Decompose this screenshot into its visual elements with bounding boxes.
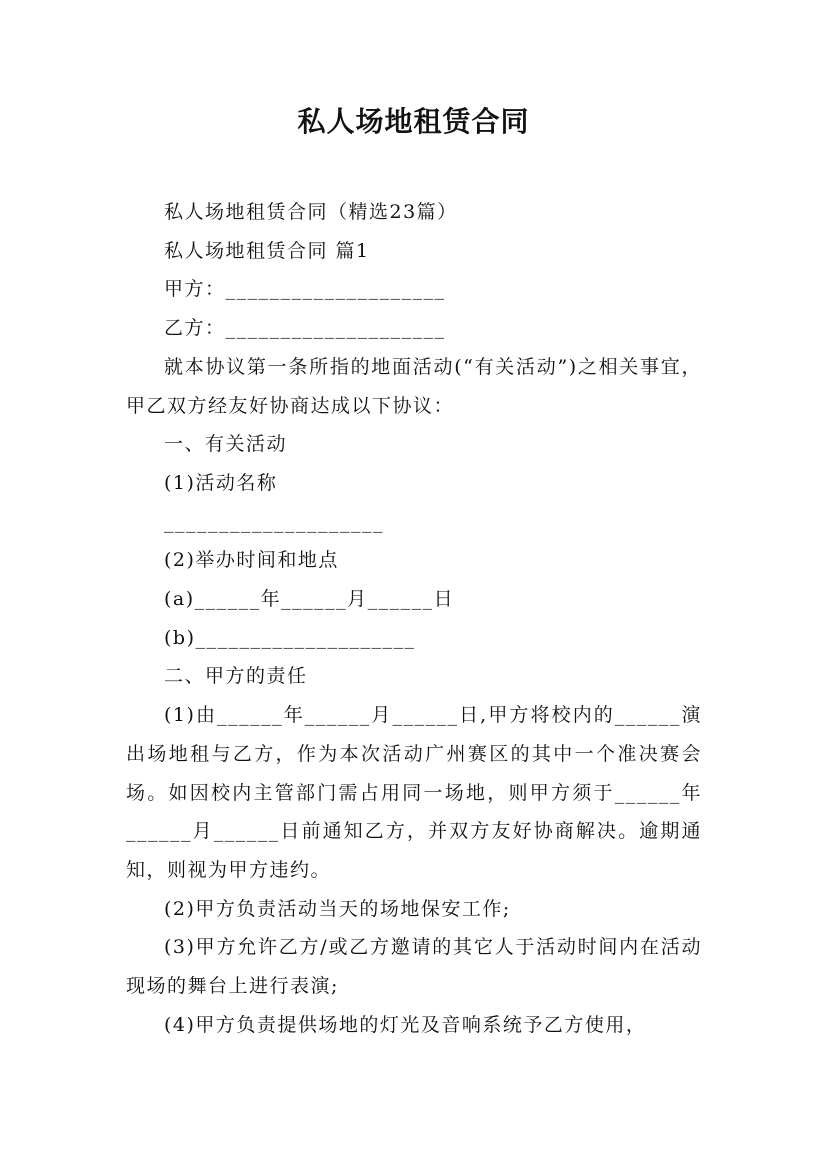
section-heading-party-a-duties: 二、甲方的责任 <box>164 665 308 688</box>
section-heading-activity: 一、有关活动 <box>164 433 288 456</box>
chapter-heading: 私人场地租赁合同 篇1 <box>164 239 370 262</box>
intro-paragraph: 就本协议第一条所指的地面活动(“有关活动”)之相关事宜，甲乙双方经友好协商达成以下协议： <box>126 355 702 417</box>
party-b-line: 乙方：____________________ <box>164 317 446 340</box>
subtitle-paragraph: 私人场地租赁合同（精选23篇） <box>164 201 458 223</box>
duty-paragraph-1: (1)由______年______月______日,甲方将校内的______演出场地租与乙方，作为本次活动广州赛区的其中一个准决赛会场。如因校内主管部门需占用同一场地，则甲方须于______年______月______日前通知乙方，并双方友好协商解决。逾期通知，则视为甲方违约。 <box>126 704 702 881</box>
activity-name-blank: ____________________ <box>164 510 384 533</box>
party-a-line: 甲方：____________________ <box>164 278 446 301</box>
time-place-label: (2)举办时间和地点 <box>164 549 339 572</box>
date-blank-line: (a)______年______月______日 <box>164 588 455 611</box>
place-blank-line: (b)____________________ <box>164 626 416 649</box>
document-title: 私人场地租赁合同 <box>297 105 530 138</box>
activity-name-label: (1)活动名称 <box>164 471 278 494</box>
document-body <box>126 193 702 1044</box>
duty-paragraph-2: (2)甲方负责活动当天的场地保安工作; <box>164 897 511 920</box>
duty-paragraph-3: (3)甲方允许乙方/或乙方邀请的其它人于活动时间内在活动现场的舞台上进行表演; <box>126 936 702 998</box>
duty-paragraph-4: (4)甲方负责提供场地的灯光及音响系统予乙方使用， <box>164 1013 647 1036</box>
